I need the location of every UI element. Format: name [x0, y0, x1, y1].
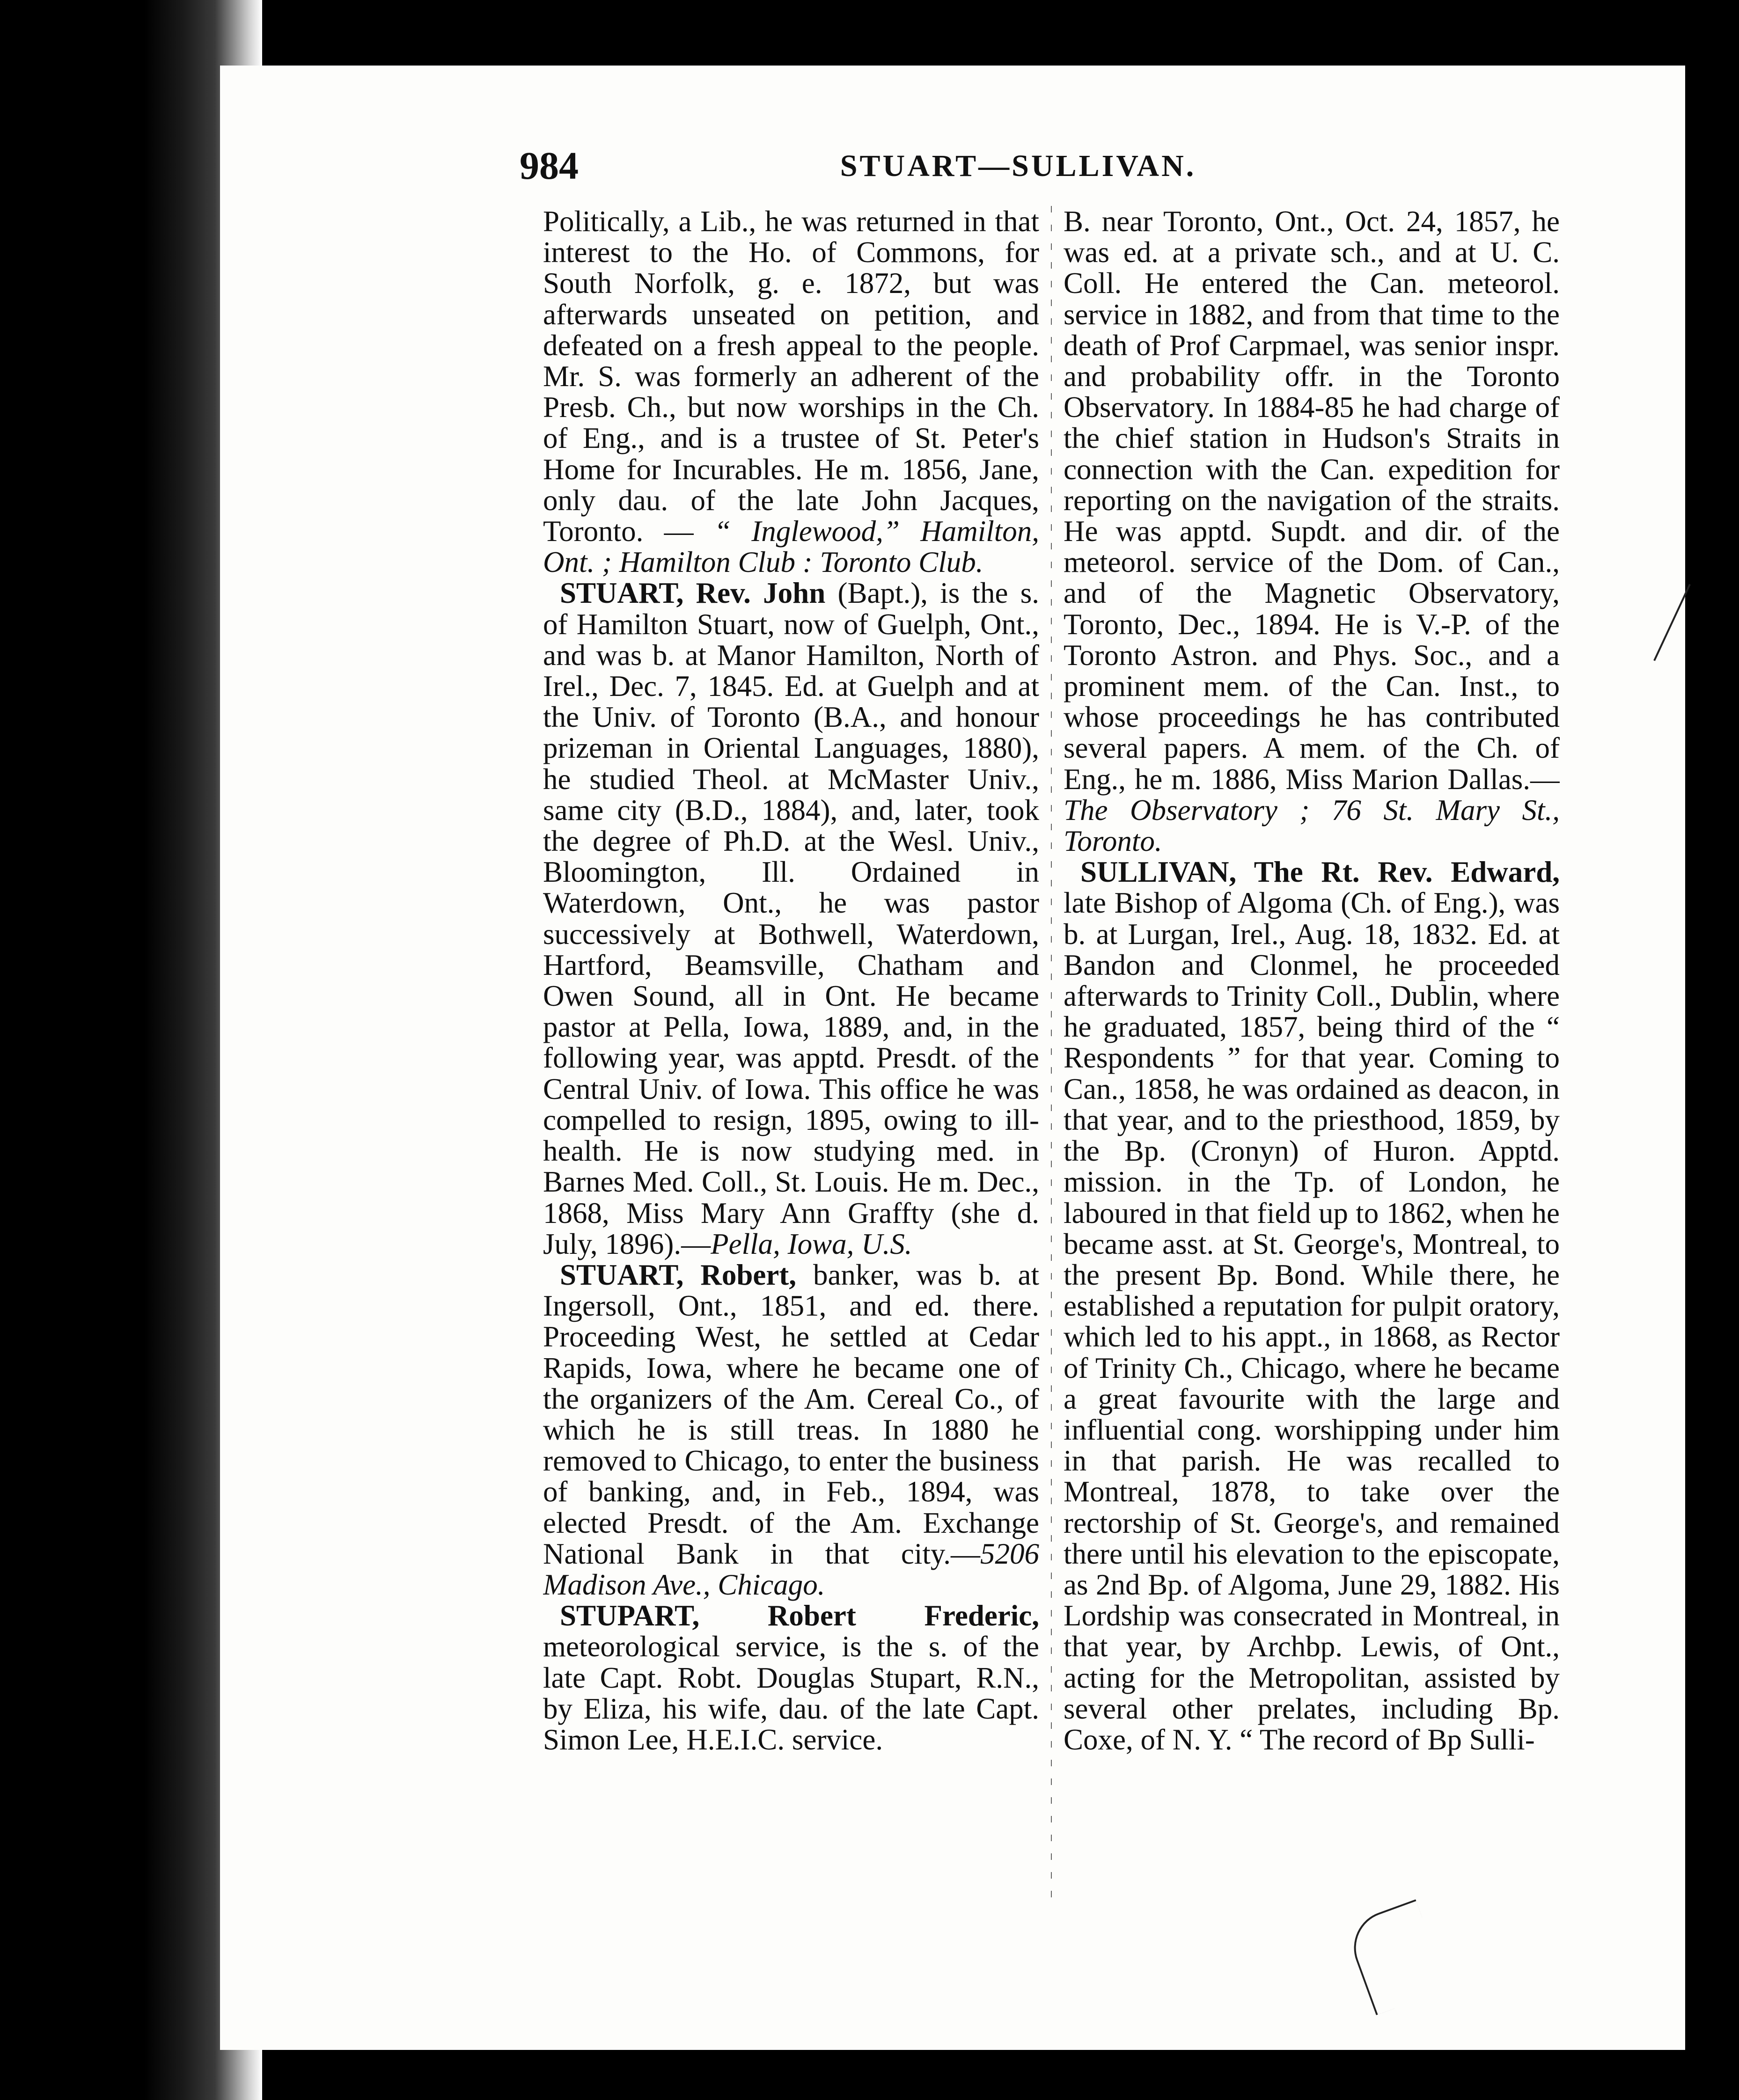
running-head: STUART—SULLIVAN.	[840, 149, 1196, 183]
entry-name: STUART, Rev. John	[560, 577, 826, 610]
entry-stupart-continuation	[1064, 206, 1560, 856]
entry-stupart-robert-frederic	[543, 1600, 1039, 1755]
entry-address: “ Inglewood,” Hamilton, Ont. ; Hamilton Club : Toronto Club.	[543, 515, 1039, 579]
entry-text: meteorological service, is the s. of the late Capt. Robt. Douglas Stupart, R.N., by Eliza, his wife, dau. of the late Capt. Simon Lee, H.E.I.C. service.	[543, 1630, 1039, 1756]
entry-text: Politically, a Lib., he was returned in that interest to the Ho. of Commons, for South Norfolk, g. e. 1872, but was afterwards unseated on petition, and defeated on a fresh appeal to the people. Mr. S. was formerly an adherent of the Presb. Ch., but now worships in the Ch. of Eng., and is a trustee of St. Peter's Home for Incurables. He m. 1856, Jane, only dau. of the late John Jacques, Toronto. —	[543, 206, 1039, 548]
entry-text: (Bapt.), is the s. of Hamilton Stuart, now of Guelph, Ont., and was b. at Manor Hamilton, North of Irel., Dec. 7, 1845. Ed. at Guelph and at the Univ. of Toronto (B.A., and honour prizeman in Oriental Languages, 1880), he studied Theol. at McMaster Univ., same city (B.D., 1884), and, later, took the degree of Ph.D. at the Wesl. Univ., Bloomington, Ill. Ordained in Waterdown, Ont., he was pastor successively at Bothwell, Waterdown, Hartford, Beamsville, Chatham and Owen Sound, all in Ont. He became pastor at Pella, Iowa, 1889, and, in the following year, was apptd. Presdt. of the Central Univ. of Iowa. This office he was compelled to resign, 1895, owing to ill-health. He is now studying med. in Barnes Med. Coll., St. Louis. He m. Dec., 1868, Miss Mary Ann Graffty (she d. July, 1896).—	[543, 577, 1039, 1260]
entry-name: STUART, Robert,	[560, 1258, 797, 1291]
entry-text: B. near Toronto, Ont., Oct. 24, 1857, he was ed. at a private sch., and at U. C. Coll. He entered the Can. meteorol. service in 1882, and from that time to the death of Prof Carpmael, was senior inspr. and probability offr. in the Toronto Observatory. In 1884-85 he had charge of the chief station in Hudson's Straits in connection with the Can. expedition for reporting on the navigation of the straits. He was apptd. Supdt. and dir. of the meteorol. service of the Dom. of Can., and of the Magnetic Observatory, Toronto, Dec., 1894. He is V.-P. of the Toronto Astron. and Phys. Soc., and a prominent mem. of the Can. Inst., to whose proceedings he has contributed several papers. A mem. of the Ch. of Eng., he m. 1886, Miss Marion Dallas.—	[1064, 206, 1560, 796]
entry-address: Pella, Iowa, U.S.	[711, 1227, 912, 1260]
entry-address: 5206 Madison Ave., Chicago.	[543, 1537, 1039, 1601]
entry-continuation	[543, 206, 1039, 578]
entry-name: STUPART, Robert Frederic,	[560, 1599, 1039, 1632]
entry-stuart-robert	[543, 1259, 1039, 1600]
entry-stuart-john	[543, 578, 1039, 1259]
page-header	[520, 140, 1517, 192]
entry-text: late Bishop of Algoma (Ch. of Eng.), was b. at Lurgan, Irel., Aug. 18, 1832. Ed. at Bandon and Clonmel, he proceeded afterwards to Trinity Coll., Dublin, where he graduated, 1857, being third of the “ Respondents ” for that year. Coming to Can., 1858, he was ordained as deacon, in that year, and to the priesthood, 1859, by the Bp. (Cronyn) of Huron. Apptd. mission. in the Tp. of London, he laboured in that field up to 1862, when he became asst. at St. George's, Montreal, to the present Bp. Bond. While there, he established a reputation for pulpit oratory, which led to his appt., in 1868, as Rector of Trinity Ch., Chicago, where he became a great favourite with the large and influential cong. worshipping under him in that parish. He was recalled to Montreal, 1878, to take over the rectorship of St. George's, and remained there until his elevation to the episcopate, as 2nd Bp. of Algoma, June 29, 1882. His Lordship was consecrated in Montreal, in that year, by Archbp. Lewis, of Ont., acting for the Metropolitan, assisted by several other prelates, including Bp. Coxe, of N. Y. “ The record of Bp Sulli-	[1064, 886, 1560, 1756]
entry-address: The Observatory ; 76 St. Mary St., Toronto.	[1064, 793, 1560, 858]
entry-sullivan-edward	[1064, 856, 1560, 1755]
right-column	[1064, 206, 1560, 1910]
page-number: 984	[520, 144, 579, 188]
entry-text: banker, was b. at Ingersoll, Ont., 1851, and ed. there. Proceeding West, he settled at Cedar Rapids, Iowa, where he became one of the organizers of the Am. Cereal Co., of which he is still treas. In 1880 he removed to Chicago, to enter the business of banking, and, in Feb., 1894, was elected Presdt. of the Am. Exchange National Bank in that city.—	[543, 1258, 1039, 1570]
left-column	[543, 206, 1039, 1910]
entry-name: SULLIVAN, The Rt. Rev. Edward,	[1080, 856, 1560, 889]
column-divider	[1051, 206, 1052, 1900]
